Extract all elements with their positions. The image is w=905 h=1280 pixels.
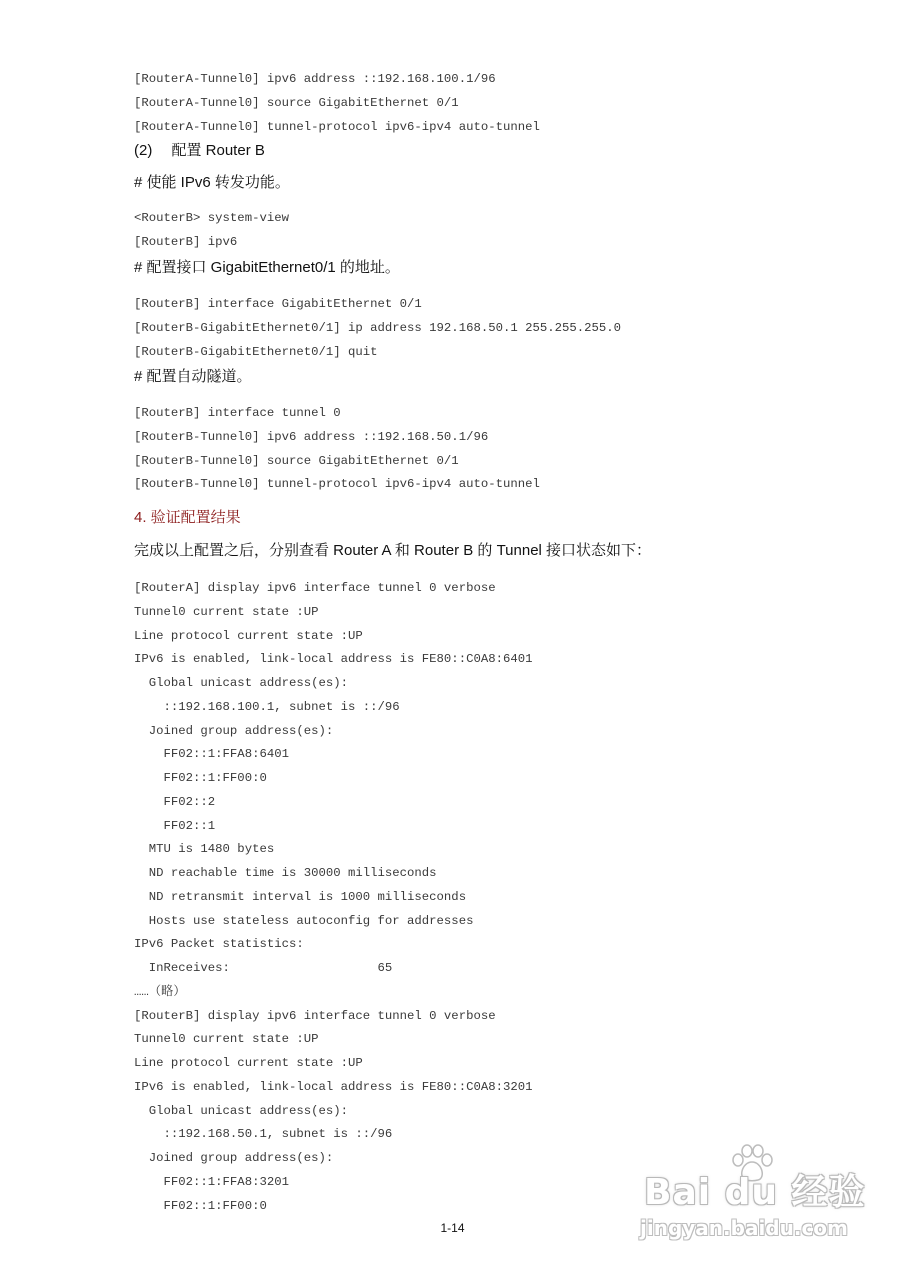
code-line: IPv6 is enabled, link-local address is FE80::C0A8:6401: [134, 652, 533, 667]
code-line: [RouterB-GigabitEthernet0/1] ip address 192.168.50.1 255.255.255.0: [134, 320, 622, 335]
code-line: ND reachable time is 30000 milliseconds: [134, 866, 437, 880]
code-line: FF02::1:FF00:0: [134, 771, 267, 785]
code-line: FF02::1:FFA8:6401: [134, 747, 289, 762]
step-heading-configure-router-b: (2) 配置 Router B: [134, 142, 265, 159]
intro-paragraph: 完成以上配置之后，分别查看 Router A 和 Router B 的 Tunnel 接口状态如下：: [134, 542, 652, 559]
code-line: [RouterA-Tunnel0] tunnel-protocol ipv6-ipv4 auto-tunnel: [134, 119, 540, 134]
code-line: [RouterA-Tunnel0] ipv6 address ::192.168.100.1/96: [134, 72, 496, 86]
code-line: MTU is 1480 bytes: [134, 842, 275, 857]
code-line: FF02::1: [134, 818, 216, 833]
comment-configure-interface-address: # 配置接口 GigabitEthernet0/1 的地址。: [134, 259, 400, 276]
code-line: Tunnel0 current state :UP: [134, 604, 319, 619]
code-line: ::192.168.100.1, subnet is ::/96: [134, 699, 400, 714]
watermark-url: jingyan.baidu.com: [640, 1216, 848, 1240]
code-line: [RouterB] ipv6: [134, 234, 238, 249]
comment-configure-auto-tunnel: # 配置自动隧道。: [134, 368, 252, 385]
code-line: [RouterB-Tunnel0] source GigabitEthernet 0/1: [134, 453, 459, 468]
code-block-router-b-system: [134, 207, 289, 255]
code-line: [RouterB-Tunnel0] tunnel-protocol ipv6-ipv4 auto-tunnel: [134, 477, 540, 492]
code-line: Tunnel0 current state :UP: [134, 1032, 319, 1047]
code-line: <RouterB> system-view: [134, 211, 289, 225]
code-line: [RouterB] display ipv6 interface tunnel 0 verbose: [134, 1008, 496, 1023]
section-heading-verify: 4. 验证配置结果: [134, 509, 241, 526]
code-line: ……（略）: [134, 984, 186, 999]
code-block-router-a-tunnel: [134, 68, 540, 139]
baidu-jingyan-watermark: [640, 1140, 880, 1275]
code-line: Hosts use stateless autoconfig for addresses: [134, 913, 474, 928]
code-line: InReceives: 65: [134, 961, 393, 975]
code-line: FF02::1:FFA8:3201: [134, 1174, 289, 1189]
code-line: [RouterB] interface GigabitEthernet 0/1: [134, 297, 422, 311]
code-line: Global unicast address(es):: [134, 1103, 349, 1118]
code-block-router-b-tunnel: [134, 402, 540, 497]
code-line: ND retransmit interval is 1000 milliseconds: [134, 889, 467, 904]
code-line: FF02::2: [134, 794, 216, 809]
code-line: Joined group address(es):: [134, 723, 334, 738]
code-block-router-b-interface: [134, 293, 621, 364]
watermark-brand: Bai du 经验: [644, 1172, 866, 1213]
comment-enable-ipv6: # 使能 IPv6 转发功能。: [134, 174, 290, 191]
code-line: FF02::1:FF00:0: [134, 1198, 267, 1213]
code-line: [RouterA-Tunnel0] source GigabitEthernet 0/1: [134, 95, 459, 110]
code-line: IPv6 is enabled, link-local address is FE80::C0A8:3201: [134, 1079, 533, 1094]
code-line: IPv6 Packet statistics:: [134, 937, 304, 952]
page-number: 1-14: [440, 1221, 465, 1235]
code-line: Line protocol current state :UP: [134, 628, 363, 643]
code-line: [RouterB-Tunnel0] ipv6 address ::192.168.50.1/96: [134, 429, 489, 444]
code-line: [RouterA] display ipv6 interface tunnel 0 verbose: [134, 581, 496, 595]
code-line: ::192.168.50.1, subnet is ::/96: [134, 1127, 393, 1142]
code-line: [RouterB-GigabitEthernet0/1] quit: [134, 344, 378, 359]
code-line: Line protocol current state :UP: [134, 1056, 363, 1070]
code-block-display-output: [134, 577, 532, 1218]
code-line: Global unicast address(es):: [134, 676, 349, 690]
code-line: [RouterB] interface tunnel 0: [134, 406, 341, 420]
code-line: Joined group address(es):: [134, 1151, 334, 1165]
